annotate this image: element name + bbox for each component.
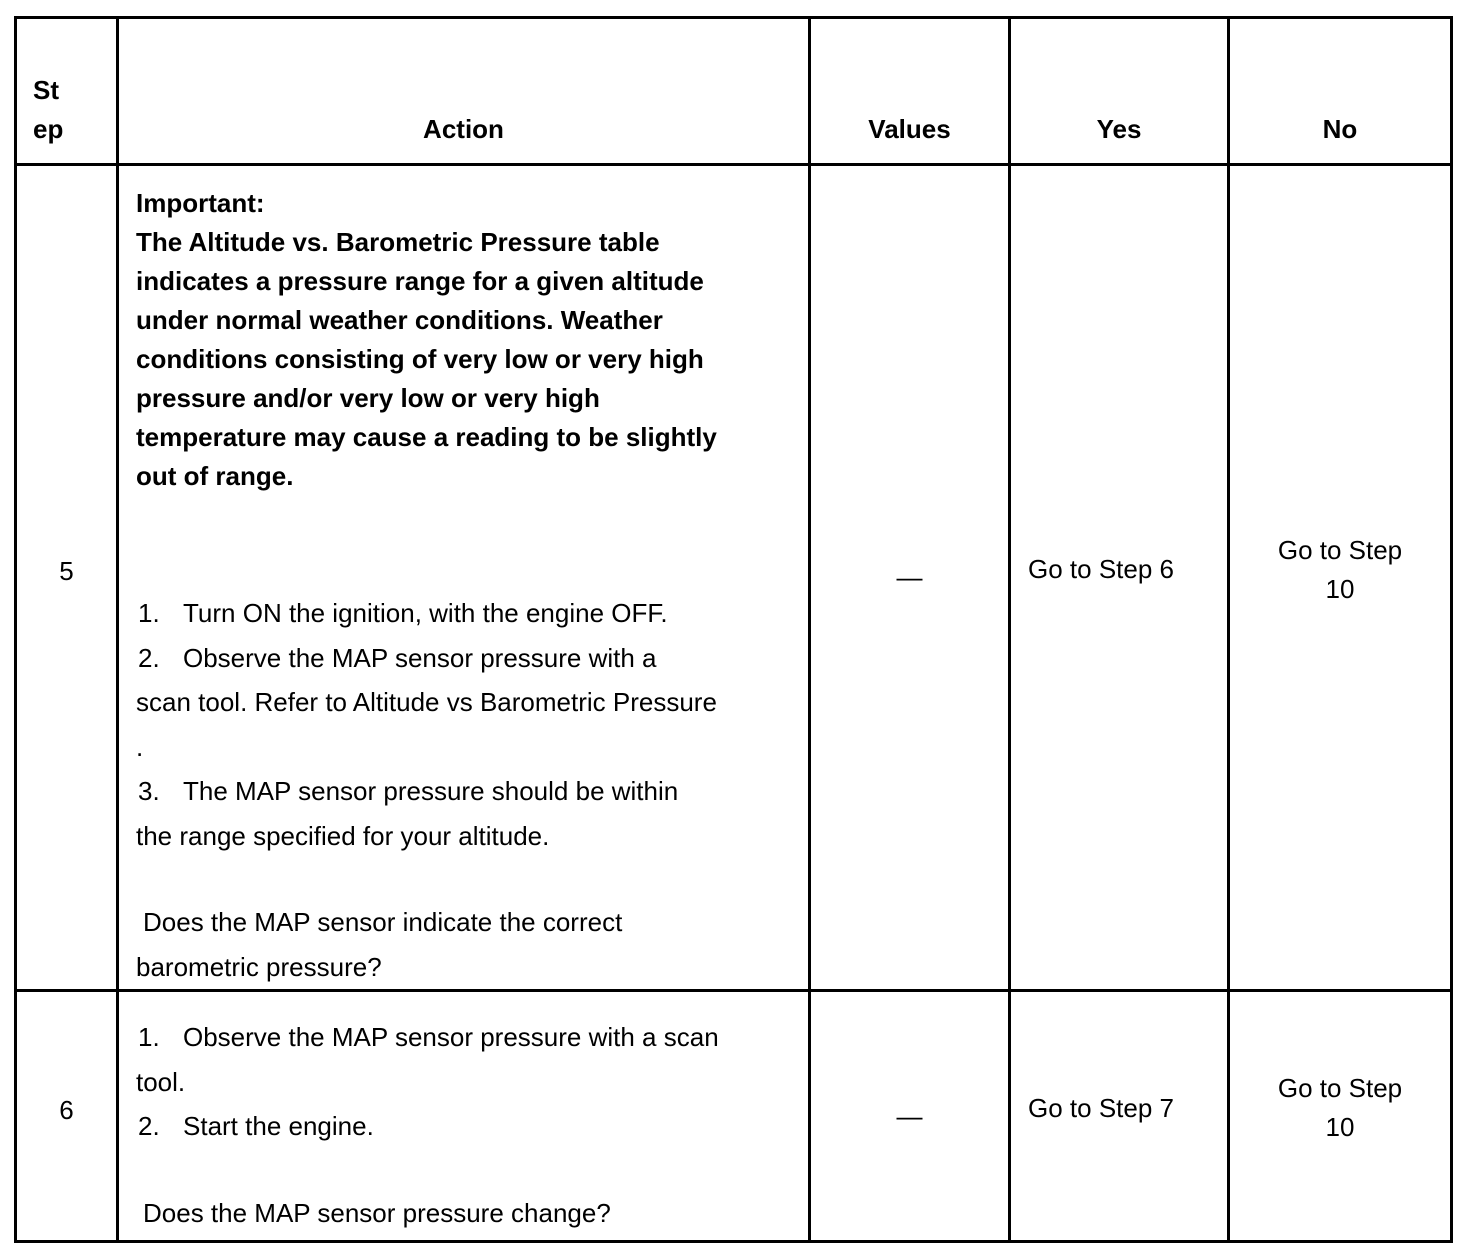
list-item: 2. Start the engine. <box>138 1111 374 1141</box>
important-line: indicates a pressure range for a given altitude <box>136 266 704 296</box>
header-action: Action <box>118 18 810 165</box>
no-line: Go to Step <box>1277 534 1403 565</box>
no-line: 10 <box>1325 1112 1355 1142</box>
no-cell <box>1229 165 1452 991</box>
header-step <box>16 18 118 165</box>
question: Does the MAP sensor pressure change? <box>143 1197 611 1228</box>
procedure-steps <box>136 591 790 858</box>
action-cell <box>118 991 810 1242</box>
header-yes: Yes <box>1010 18 1229 165</box>
header-no: No <box>1229 18 1452 165</box>
question: Does the MAP sensor indicate the correct <box>143 907 623 937</box>
yes-cell: Go to Step 7 <box>1010 991 1229 1242</box>
important-line: out of range. <box>136 461 294 491</box>
step-number: 6 <box>16 991 118 1242</box>
important-line: pressure and/or very low or very high <box>136 383 600 413</box>
list-item: 1. Turn ON the ignition, with the engine OFF. <box>138 598 668 628</box>
table-row <box>16 165 1452 991</box>
list-item: 1. Observe the MAP sensor pressure with a scan <box>138 1022 719 1052</box>
no-line: Go to Step <box>1277 1073 1403 1103</box>
important-line: The Altitude vs. Barometric Pressure table <box>136 227 660 257</box>
list-item: scan tool. Refer to Altitude vs Barometric Pressure <box>136 687 717 717</box>
header-row <box>16 18 1452 165</box>
important-title: Important: <box>136 188 265 218</box>
header-step-line1: St <box>33 75 59 105</box>
no-cell <box>1229 991 1452 1242</box>
question-cont: barometric pressure? <box>136 951 382 982</box>
list-item: tool. <box>136 1066 186 1097</box>
list-item: 2. Observe the MAP sensor pressure with a <box>138 642 657 673</box>
important-note <box>136 166 790 496</box>
important-line: conditions consisting of very low or very high <box>136 344 704 374</box>
procedure-steps <box>136 1015 790 1149</box>
table-row <box>16 991 1452 1242</box>
important-line: under normal weather conditions. Weather <box>136 305 663 335</box>
value-cell: — <box>810 991 1010 1242</box>
header-step-line2: ep <box>33 114 64 144</box>
yes-cell: Go to Step 6 <box>1010 165 1229 991</box>
important-line: temperature may cause a reading to be slightly <box>136 422 717 452</box>
action-cell <box>118 165 810 991</box>
no-line: 10 <box>1325 573 1355 604</box>
list-item: 3. The MAP sensor pressure should be within <box>138 776 679 806</box>
list-item: . <box>136 731 144 762</box>
value-cell: — <box>810 165 1010 991</box>
list-item: the range specified for your altitude. <box>136 820 550 851</box>
diagnostic-table <box>14 16 1453 1243</box>
header-values: Values <box>810 18 1010 165</box>
step-number: 5 <box>16 165 118 991</box>
